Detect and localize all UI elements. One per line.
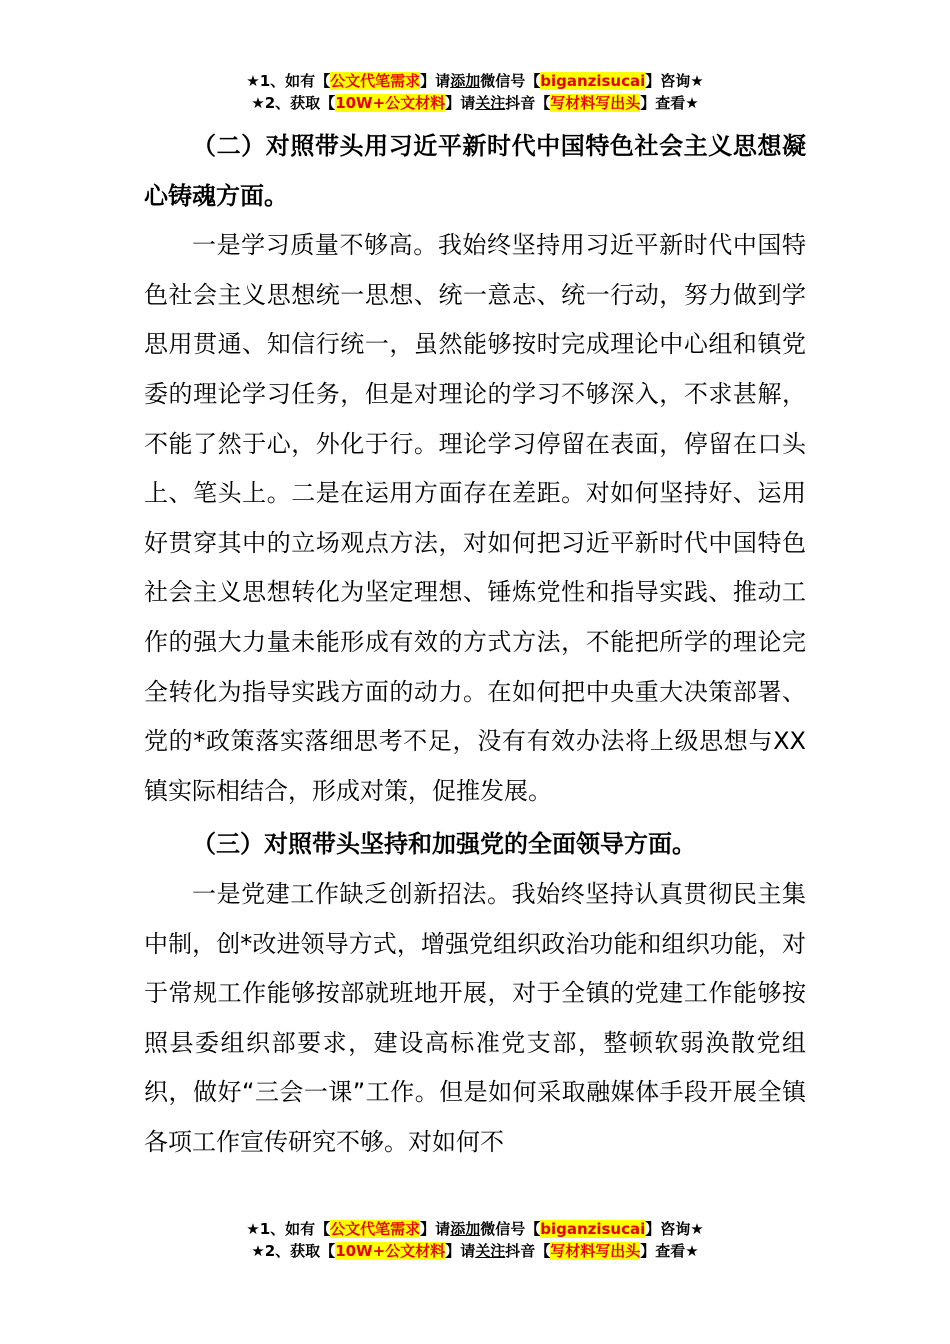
banner-line-2 [0,92,950,114]
banner-text: 微信号【 [480,72,541,90]
banner-line-1 [0,1218,950,1240]
header-banner [0,70,950,114]
banner-underlined-text: 关注 [475,1242,506,1260]
banner-highlight: 10W+公文材料 [335,1242,446,1260]
banner-line-1 [0,70,950,92]
banner-highlight: biganzisucai [540,1220,646,1238]
banner-highlight: 写材料写出头 [550,94,641,112]
document-body [144,122,806,1167]
banner-highlight: 10W+公文材料 [335,94,446,112]
banner-text: 】请 [420,1220,451,1238]
banner-highlight: 公文代笔需求 [330,72,421,90]
banner-text: 】请 [445,1242,476,1260]
banner-underlined-text: 添加 [450,72,481,90]
banner-highlight: 公文代笔需求 [330,1220,421,1238]
banner-text: ★2、获取【 [251,94,336,112]
banner-text: 】查看★ [640,1242,699,1260]
banner-text: ★1、如有【 [246,72,331,90]
section-heading-2: （二）对照带头用习近平新时代中国特色社会主义思想凝心铸魂方面。 [144,132,806,210]
section-paragraph-2: 一是党建工作缺乏创新招法。我始终坚持认真贯彻民主集中制，创*改进领导方式，增强党组织政治功能和组织功能，对于常规工作能够按部就班地开展，对于全镇的党建工作能够按照县委组织部要求，建设高标准党支部，整顿软弱涣散党组织，做好“三会一课”工作。但是如何采取融媒体手段开展全镇各项工作宣传研究不够。对如何不 [144,879,806,1156]
banner-text: 】请 [445,94,476,112]
banner-underlined-text: 添加 [450,1220,481,1238]
banner-text: 】咨询★ [645,1220,704,1238]
banner-line-2 [0,1240,950,1262]
banner-text: ★1、如有【 [246,1220,331,1238]
banner-highlight: 写材料写出头 [550,1242,641,1260]
footer-banner [0,1218,950,1262]
banner-text: 微信号【 [480,1220,541,1238]
banner-underlined-text: 关注 [475,94,506,112]
banner-text: ★2、获取【 [251,1242,336,1260]
banner-text: 抖音【 [505,1242,551,1260]
banner-highlight: biganzisucai [540,72,646,90]
banner-text: 】查看★ [640,94,699,112]
banner-text: 】请 [420,72,451,90]
section-paragraph-1: 一是学习质量不够高。我始终坚持用习近平新时代中国特色社会主义思想统一思想、统一意志、统一行动，努力做到学思用贯通、知信行统一，虽然能够按时完成理论中心组和镇党委的理论学习任务，但是对理论的学习不够深入，不求甚解，不能了然于心，外化于行。理论学习停留在表面，停留在口头上、笔头上。二是在运用方面存在差距。对如何坚持好、运用好贯穿其中的立场观点方法，对如何把习近平新时代中国特色社会主义思想转化为坚定理想、锤炼党性和指导实践、推动工作的强大力量未能形成有效的方式方法，不能把所学的理论完全转化为指导实践方面的动力。在如何把中央重大决策部署、党的*政策落实落细思考不足，没有有效办法将上级思想与XX镇实际相结合，形成对策，促推发展。 [144,231,806,805]
banner-text: 抖音【 [505,94,551,112]
banner-text: 】咨询★ [645,72,704,90]
section-heading-3: （三）对照带头坚持和加强党的全面领导方面。 [192,830,696,859]
